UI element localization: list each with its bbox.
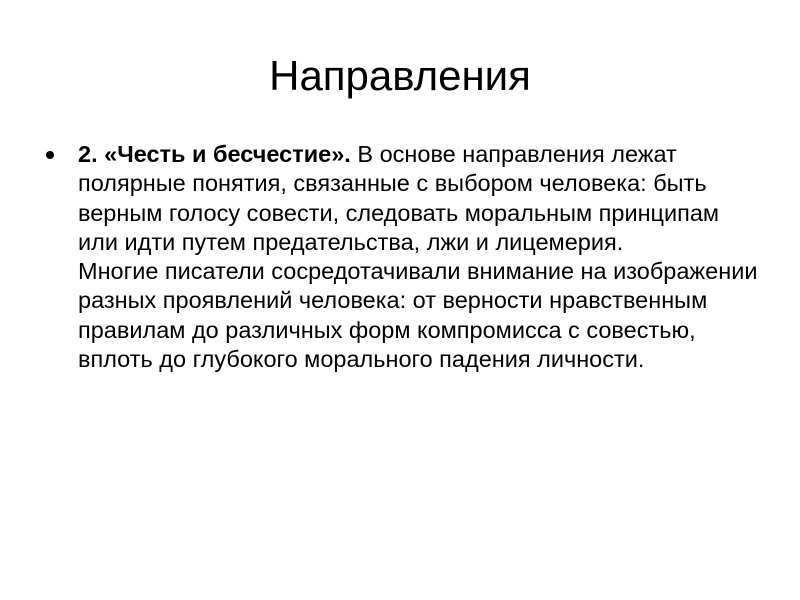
bullet-lead: 2. «Честь и бесчестие».: [78, 141, 351, 167]
bullet-text: В основе направления лежат полярные понятия, связанные с выбором человека: быть верным голосу совести, следовать моральным принципам или идти путем предательства, лжи и лицемерия.: [78, 141, 720, 255]
slide-title: Направления: [269, 52, 531, 99]
bullet-paragraph-2: Многие писатели сосредотачивали внимание на изображении разных проявлений человека: от верности нравственным правилам до различных форм компромисса с совестью, вплоть до глубокого морального падения личности.: [78, 258, 758, 373]
bullet-list: [46, 140, 758, 374]
bullet-dot-icon: [46, 151, 54, 159]
bullet-item: [46, 140, 758, 374]
bullet-paragraph-1: [78, 140, 758, 257]
